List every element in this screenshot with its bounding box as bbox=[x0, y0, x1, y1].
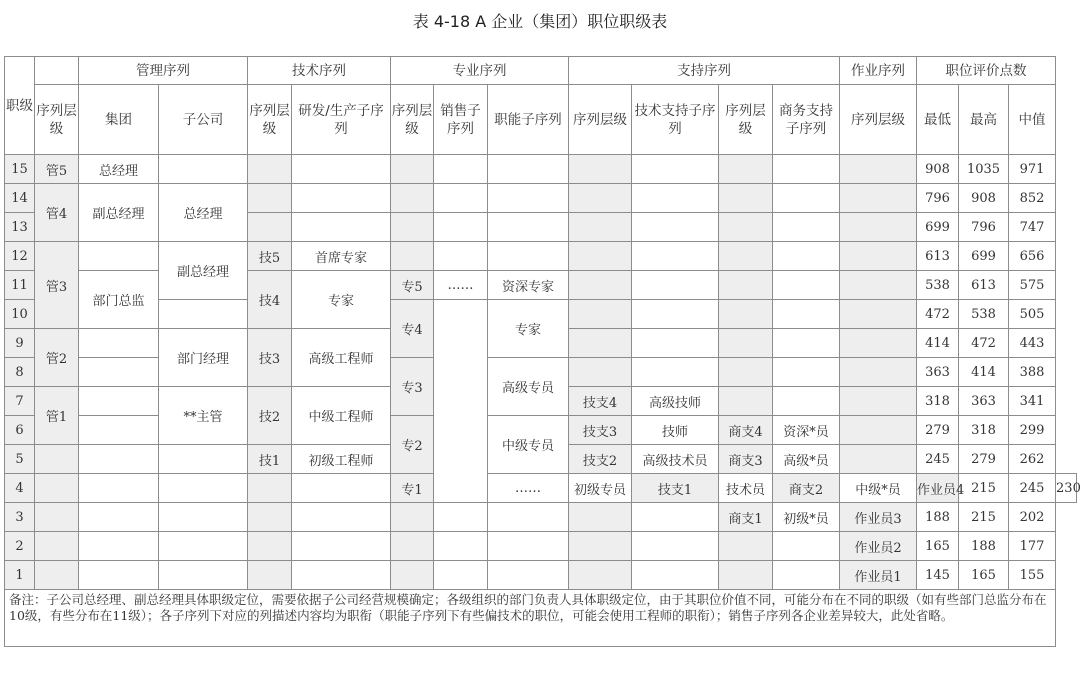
points-mid: 747 bbox=[1009, 213, 1056, 242]
tech-title-cell: 初级工程师 bbox=[292, 445, 391, 474]
mgmt-layer-cell bbox=[35, 532, 79, 561]
header-mgmt-layer: 序列层级 bbox=[35, 85, 79, 155]
prof-func-cell bbox=[488, 184, 569, 213]
sup-layer-cell: 技支3 bbox=[569, 416, 632, 445]
group-cell bbox=[79, 329, 159, 358]
prof-layer-cell: 专4 bbox=[391, 300, 434, 358]
points-min: 699 bbox=[917, 213, 959, 242]
points-max: 1035 bbox=[959, 155, 1009, 184]
header-tech-layer: 序列层级 bbox=[248, 85, 292, 155]
sup-biz-cell bbox=[773, 358, 840, 387]
sup-layer-cell bbox=[569, 561, 632, 590]
sup-biz-layer-cell bbox=[719, 387, 773, 416]
prof-sales-cell bbox=[434, 561, 488, 590]
points-min: 145 bbox=[917, 561, 959, 590]
points-mid: 299 bbox=[1009, 416, 1056, 445]
points-min: 472 bbox=[917, 300, 959, 329]
points-min: 188 bbox=[917, 503, 959, 532]
sup-biz-layer-cell bbox=[719, 561, 773, 590]
mgmt-layer-cell: 管3 bbox=[35, 242, 79, 329]
tech-layer-cell bbox=[248, 213, 292, 242]
header-min: 最低 bbox=[917, 85, 959, 155]
tech-layer-cell bbox=[248, 503, 292, 532]
sup-biz-cell bbox=[773, 561, 840, 590]
prof-func-cell: 专家 bbox=[488, 300, 569, 358]
sup-biz-layer-cell bbox=[719, 155, 773, 184]
prof-layer-cell: 专1 bbox=[391, 474, 434, 503]
header-prof-layer: 序列层级 bbox=[391, 85, 434, 155]
sup-layer-cell bbox=[569, 242, 632, 271]
points-min: 613 bbox=[917, 242, 959, 271]
prof-layer-cell bbox=[391, 503, 434, 532]
mgmt-layer-cell: 管1 bbox=[35, 387, 79, 445]
prof-layer-cell bbox=[391, 213, 434, 242]
level-cell: 7 bbox=[5, 387, 35, 416]
tech-title-cell bbox=[292, 213, 391, 242]
points-mid: 155 bbox=[1009, 561, 1056, 590]
prof-sales-cell bbox=[434, 184, 488, 213]
level-cell: 2 bbox=[5, 532, 35, 561]
points-max: 363 bbox=[959, 387, 1009, 416]
header-tech-sub: 研发/生产子序列 bbox=[292, 85, 391, 155]
header-sup-layer: 序列层级 bbox=[569, 85, 632, 155]
group-cell: 副总经理 bbox=[79, 184, 159, 242]
level-cell: 10 bbox=[5, 300, 35, 329]
mgmt-layer-cell bbox=[35, 503, 79, 532]
sup-tech-cell bbox=[632, 271, 719, 300]
points-mid: 971 bbox=[1009, 155, 1056, 184]
sup-layer-cell bbox=[569, 532, 632, 561]
group-cell bbox=[79, 416, 159, 445]
points-mid: 656 bbox=[1009, 242, 1056, 271]
sup-biz-cell bbox=[773, 213, 840, 242]
tech-layer-cell bbox=[248, 474, 292, 503]
group-cell bbox=[79, 445, 159, 474]
sup-biz-cell bbox=[773, 271, 840, 300]
sup-layer-cell bbox=[569, 184, 632, 213]
points-max: 414 bbox=[959, 358, 1009, 387]
mgmt-layer-cell: 管5 bbox=[35, 155, 79, 184]
sup-biz-layer-cell bbox=[719, 532, 773, 561]
op-layer-cell bbox=[840, 213, 917, 242]
points-max: 165 bbox=[959, 561, 1009, 590]
sup-layer-cell bbox=[569, 213, 632, 242]
points-max: 188 bbox=[959, 532, 1009, 561]
sup-layer-cell: 技支4 bbox=[569, 387, 632, 416]
prof-func-cell bbox=[488, 503, 569, 532]
group-cell bbox=[79, 474, 159, 503]
header-subsidiary: 子公司 bbox=[159, 85, 248, 155]
subsidiary-cell: 部门经理 bbox=[159, 329, 248, 387]
group-cell bbox=[79, 503, 159, 532]
sup-biz-layer-cell: 商支2 bbox=[773, 474, 840, 503]
op-layer-cell bbox=[840, 300, 917, 329]
prof-func-cell: 高级专员 bbox=[488, 358, 569, 416]
header-op-group: 作业序列 bbox=[840, 57, 917, 85]
prof-layer-cell: 专5 bbox=[391, 271, 434, 300]
points-mid: 230 bbox=[1056, 474, 1077, 503]
sup-biz-cell bbox=[773, 329, 840, 358]
sup-layer-cell: 技支1 bbox=[632, 474, 719, 503]
header-mgmt-group: 管理序列 bbox=[79, 57, 248, 85]
points-mid: 388 bbox=[1009, 358, 1056, 387]
tech-title-cell: 首席专家 bbox=[292, 242, 391, 271]
tech-title-cell bbox=[292, 503, 391, 532]
sup-layer-cell bbox=[569, 300, 632, 329]
tech-title-cell bbox=[292, 184, 391, 213]
points-max: 613 bbox=[959, 271, 1009, 300]
header-points-group: 职位评价点数 bbox=[917, 57, 1056, 85]
op-layer-cell: 作业员4 bbox=[917, 474, 959, 503]
level-cell: 3 bbox=[5, 503, 35, 532]
points-min: 908 bbox=[917, 155, 959, 184]
header-prof-func: 职能子序列 bbox=[488, 85, 569, 155]
header-tech-group: 技术序列 bbox=[248, 57, 391, 85]
points-max: 279 bbox=[959, 445, 1009, 474]
level-cell: 14 bbox=[5, 184, 35, 213]
sup-biz-layer-cell bbox=[719, 184, 773, 213]
sup-biz-cell bbox=[773, 300, 840, 329]
points-mid: 575 bbox=[1009, 271, 1056, 300]
level-cell: 4 bbox=[5, 474, 35, 503]
points-min: 796 bbox=[917, 184, 959, 213]
level-cell: 11 bbox=[5, 271, 35, 300]
tech-layer-cell: 技3 bbox=[248, 329, 292, 387]
group-cell bbox=[79, 242, 159, 271]
prof-func-cell: 初级专员 bbox=[569, 474, 632, 503]
tech-layer-cell: 技4 bbox=[248, 271, 292, 329]
tech-title-cell bbox=[292, 155, 391, 184]
sup-tech-cell bbox=[632, 503, 719, 532]
sup-tech-cell bbox=[632, 532, 719, 561]
sup-biz-layer-cell: 商支1 bbox=[719, 503, 773, 532]
op-layer-cell: 作业员2 bbox=[840, 532, 917, 561]
sup-biz-cell bbox=[773, 155, 840, 184]
points-mid: 177 bbox=[1009, 532, 1056, 561]
prof-func-cell: 中级专员 bbox=[488, 416, 569, 474]
sup-biz-cell: 中级*员 bbox=[840, 474, 917, 503]
prof-func-cell bbox=[488, 242, 569, 271]
prof-layer-cell bbox=[391, 242, 434, 271]
tech-layer-cell bbox=[248, 561, 292, 590]
prof-sales-cell bbox=[434, 242, 488, 271]
tech-layer-cell bbox=[248, 155, 292, 184]
group-cell bbox=[79, 561, 159, 590]
op-layer-cell bbox=[840, 242, 917, 271]
mgmt-layer-cell: 管2 bbox=[35, 329, 79, 387]
sup-tech-cell: 技术员 bbox=[719, 474, 773, 503]
header-prof-sales: 销售子序列 bbox=[434, 85, 488, 155]
subsidiary-cell: 总经理 bbox=[159, 184, 248, 242]
header-mid: 中值 bbox=[1009, 85, 1056, 155]
prof-func-cell bbox=[488, 213, 569, 242]
sup-tech-cell bbox=[632, 155, 719, 184]
level-cell: 8 bbox=[5, 358, 35, 387]
sup-layer-cell bbox=[569, 503, 632, 532]
header-prof-group: 专业序列 bbox=[391, 57, 569, 85]
points-mid: 262 bbox=[1009, 445, 1056, 474]
op-layer-cell: 作业员3 bbox=[840, 503, 917, 532]
points-min: 245 bbox=[917, 445, 959, 474]
tech-layer-cell: 技1 bbox=[248, 445, 292, 474]
tech-title-cell: 高级工程师 bbox=[292, 329, 391, 387]
subsidiary-cell bbox=[159, 155, 248, 184]
points-mid: 202 bbox=[1009, 503, 1056, 532]
header-support-group: 支持序列 bbox=[569, 57, 840, 85]
tech-title-cell: 中级工程师 bbox=[292, 387, 391, 445]
tech-title-cell: 专家 bbox=[292, 271, 391, 329]
points-max: 908 bbox=[959, 184, 1009, 213]
points-mid: 443 bbox=[1009, 329, 1056, 358]
sup-tech-cell: 技师 bbox=[632, 416, 719, 445]
level-cell: 9 bbox=[5, 329, 35, 358]
points-max: 245 bbox=[1009, 474, 1056, 503]
sup-tech-cell bbox=[632, 242, 719, 271]
points-mid: 852 bbox=[1009, 184, 1056, 213]
tech-layer-cell: 技5 bbox=[248, 242, 292, 271]
points-max: 472 bbox=[959, 329, 1009, 358]
group-cell: 部门总监 bbox=[79, 271, 159, 329]
points-min: 538 bbox=[917, 271, 959, 300]
points-max: 215 bbox=[959, 503, 1009, 532]
sup-tech-cell: 高级技术员 bbox=[632, 445, 719, 474]
points-min: 318 bbox=[917, 387, 959, 416]
sup-biz-layer-cell: 商支3 bbox=[719, 445, 773, 474]
prof-layer-cell: 专3 bbox=[391, 358, 434, 416]
tech-layer-cell: 技2 bbox=[248, 387, 292, 445]
sup-biz-layer-cell bbox=[719, 213, 773, 242]
level-cell: 15 bbox=[5, 155, 35, 184]
prof-layer-cell: 专2 bbox=[391, 416, 434, 474]
op-layer-cell bbox=[840, 387, 917, 416]
subsidiary-cell: 副总经理 bbox=[159, 242, 248, 300]
mgmt-layer-cell: 管4 bbox=[35, 184, 79, 242]
tech-title-cell bbox=[292, 532, 391, 561]
prof-func-cell bbox=[488, 561, 569, 590]
points-min: 215 bbox=[959, 474, 1009, 503]
group-cell bbox=[79, 387, 159, 416]
points-min: 363 bbox=[917, 358, 959, 387]
subsidiary-cell bbox=[159, 445, 248, 474]
header-sup-biz-layer: 序列层级 bbox=[719, 85, 773, 155]
points-min: 414 bbox=[917, 329, 959, 358]
points-max: 538 bbox=[959, 300, 1009, 329]
sup-biz-cell: 初级*员 bbox=[773, 503, 840, 532]
header-level: 职级 bbox=[5, 57, 35, 155]
header-op-layer: 序列层级 bbox=[840, 85, 917, 155]
sup-layer-cell bbox=[569, 271, 632, 300]
sup-tech-cell: 高级技师 bbox=[632, 387, 719, 416]
sup-biz-layer-cell bbox=[719, 300, 773, 329]
group-cell bbox=[79, 358, 159, 387]
points-mid: 505 bbox=[1009, 300, 1056, 329]
sup-tech-cell bbox=[632, 358, 719, 387]
tech-title-cell bbox=[292, 474, 391, 503]
sup-tech-cell bbox=[632, 213, 719, 242]
points-min: 279 bbox=[917, 416, 959, 445]
prof-layer-cell bbox=[391, 561, 434, 590]
points-max: 699 bbox=[959, 242, 1009, 271]
group-cell bbox=[79, 532, 159, 561]
prof-func-cell bbox=[488, 532, 569, 561]
table-footnote: 备注：子公司总经理、副总经理具体职级定位，需要依据子公司经营规模确定；各级组织的部门负责人具体职级定位，由于其职位价值不同，可能分布在不同的职级（如有些部门总监分布在10级，有些分布在11级）；各子序列下对应的列描述内容均为职衔（职能子序列下有些偏技术的职位，可能会使用工程师的职衔）；销售子序列各企业差异较大，此处省略。 bbox=[5, 590, 1056, 647]
sup-biz-layer-cell bbox=[719, 329, 773, 358]
header-sup-biz: 商务支持子序列 bbox=[773, 85, 840, 155]
prof-layer-cell bbox=[391, 155, 434, 184]
subsidiary-cell bbox=[159, 503, 248, 532]
sup-tech-cell bbox=[632, 561, 719, 590]
level-cell: 1 bbox=[5, 561, 35, 590]
prof-func-cell: 资深专家 bbox=[488, 271, 569, 300]
sup-biz-layer-cell bbox=[719, 358, 773, 387]
subsidiary-cell bbox=[159, 474, 248, 503]
op-layer-cell bbox=[840, 358, 917, 387]
sup-biz-cell bbox=[773, 184, 840, 213]
level-cell: 13 bbox=[5, 213, 35, 242]
mgmt-layer-cell bbox=[35, 561, 79, 590]
level-cell: 12 bbox=[5, 242, 35, 271]
header-sup-tech: 技术支持子序列 bbox=[632, 85, 719, 155]
prof-layer-cell bbox=[391, 532, 434, 561]
level-cell: 6 bbox=[5, 416, 35, 445]
prof-sales-cell bbox=[434, 503, 488, 532]
prof-sales-cell bbox=[434, 213, 488, 242]
prof-func-cell bbox=[488, 155, 569, 184]
sup-tech-cell bbox=[632, 329, 719, 358]
sup-tech-cell bbox=[632, 300, 719, 329]
subsidiary-cell bbox=[159, 532, 248, 561]
points-max: 318 bbox=[959, 416, 1009, 445]
header-group: 集团 bbox=[79, 85, 159, 155]
sup-biz-cell: 资深*员 bbox=[773, 416, 840, 445]
mgmt-layer-cell bbox=[35, 445, 79, 474]
op-layer-cell bbox=[840, 184, 917, 213]
sup-biz-cell bbox=[773, 242, 840, 271]
prof-sales-cell bbox=[434, 532, 488, 561]
header-mgmt-spacer bbox=[35, 57, 79, 85]
op-layer-cell bbox=[840, 329, 917, 358]
prof-sales-cell bbox=[434, 155, 488, 184]
group-cell: 总经理 bbox=[79, 155, 159, 184]
op-layer-cell: 作业员1 bbox=[840, 561, 917, 590]
op-layer-cell bbox=[840, 416, 917, 445]
sup-layer-cell bbox=[569, 329, 632, 358]
op-layer-cell bbox=[840, 445, 917, 474]
op-layer-cell bbox=[840, 155, 917, 184]
sup-biz-cell bbox=[773, 387, 840, 416]
sup-biz-layer-cell bbox=[719, 242, 773, 271]
points-mid: 341 bbox=[1009, 387, 1056, 416]
sup-biz-cell bbox=[773, 532, 840, 561]
level-cell: 5 bbox=[5, 445, 35, 474]
subsidiary-cell bbox=[159, 300, 248, 329]
sup-tech-cell bbox=[632, 184, 719, 213]
table-title: 表 4-18 A 企业（集团）职位职级表 bbox=[412, 12, 668, 31]
tech-layer-cell bbox=[248, 184, 292, 213]
sup-biz-cell: 高级*员 bbox=[773, 445, 840, 474]
points-min: 165 bbox=[917, 532, 959, 561]
prof-sales-cell: …… bbox=[434, 271, 488, 300]
op-layer-cell bbox=[840, 271, 917, 300]
prof-layer-cell bbox=[391, 184, 434, 213]
sup-layer-cell: 技支2 bbox=[569, 445, 632, 474]
job-grade-table bbox=[4, 56, 1081, 647]
sup-biz-layer-cell bbox=[719, 271, 773, 300]
sup-layer-cell bbox=[569, 358, 632, 387]
subsidiary-cell: **主管 bbox=[159, 387, 248, 445]
tech-layer-cell bbox=[248, 532, 292, 561]
tech-title-cell bbox=[292, 561, 391, 590]
sup-biz-layer-cell: 商支4 bbox=[719, 416, 773, 445]
subsidiary-cell bbox=[159, 561, 248, 590]
points-max: 796 bbox=[959, 213, 1009, 242]
prof-sales-cell bbox=[434, 300, 488, 503]
header-max: 最高 bbox=[959, 85, 1009, 155]
sup-layer-cell bbox=[569, 155, 632, 184]
mgmt-layer-cell bbox=[35, 474, 79, 503]
prof-sales-cell: …… bbox=[488, 474, 569, 503]
